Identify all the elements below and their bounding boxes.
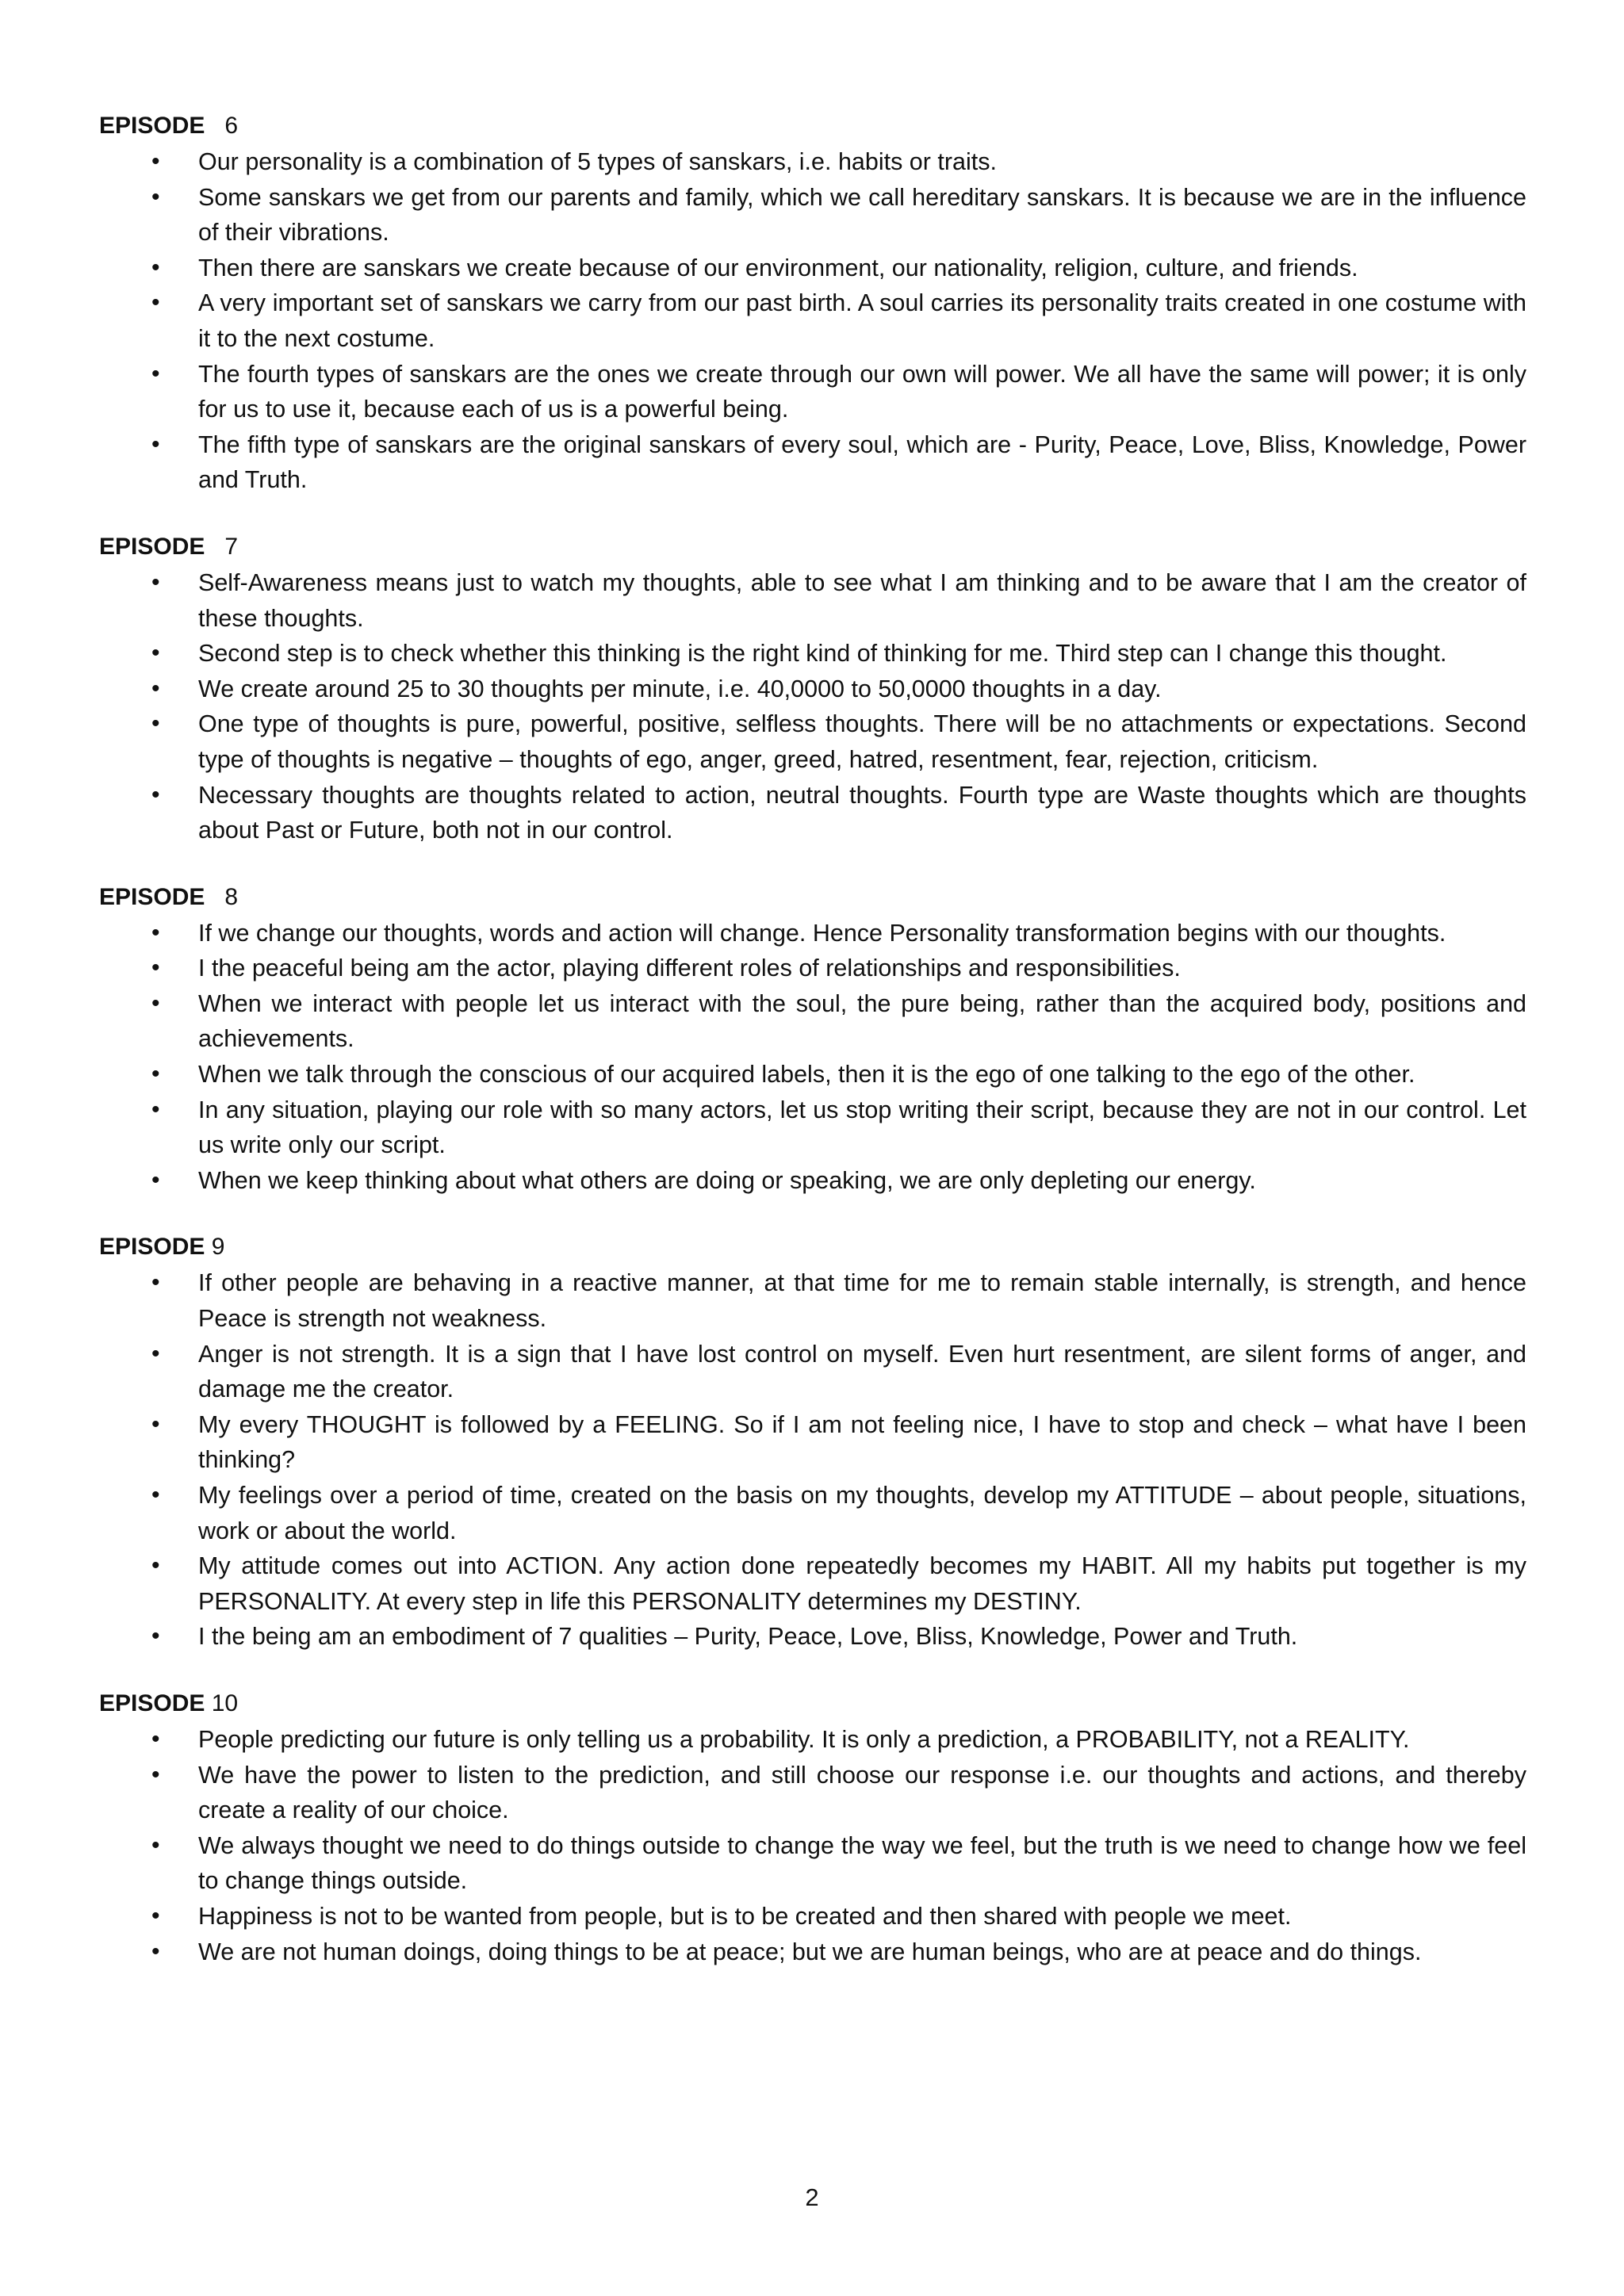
list-item-text: Anger is not strength. It is a sign that I have lost control on myself. Even hurt resentment, are silent forms of anger, and damage me the creator. — [198, 1340, 1526, 1403]
episode-label: EPISODE — [99, 113, 205, 139]
list-item — [99, 144, 1526, 180]
list-item-text: The fourth types of sanskars are the ones we create through our own will power. We all have the same will power; it is only for us to use it, because each of us is a powerful being. — [198, 360, 1526, 423]
list-item-text: Second step is to check whether this thinking is the right kind of thinking for me. Third step can I change this thought. — [198, 640, 1447, 668]
document-content — [99, 108, 1526, 2000]
bullet-icon: • — [151, 955, 160, 982]
bullet-icon: • — [151, 568, 160, 595]
list-item-text: Happiness is not to be wanted from people, but is to be created and then shared with people we meet. — [198, 1902, 1292, 1930]
list-item — [99, 1548, 1526, 1619]
list-item-text: My attitude comes out into ACTION. Any action done repeatedly becomes my HABIT. All my habits put together is my PERSONALITY. At every step in life this PERSONALITY determines my DESTINY. — [198, 1552, 1526, 1615]
list-item-text: My feelings over a period of time, created on the basis on my thoughts, develop my ATTITUDE – about people, situations, work or about the world. — [198, 1482, 1526, 1544]
bullet-icon: • — [151, 1761, 160, 1788]
episode-label: EPISODE — [99, 883, 205, 910]
bullet-list — [99, 1722, 1526, 1969]
list-item — [99, 251, 1526, 286]
list-item-text: In any situation, playing our role with so many actors, let us stop writing their script, because they are not in our control. Let us write only our script. — [198, 1096, 1526, 1159]
list-item — [99, 1093, 1526, 1163]
bullet-icon: • — [151, 1831, 160, 1858]
episode-heading — [99, 1686, 1526, 1722]
list-item-text: When we talk through the conscious of our acquired labels, then it is the ego of one talking to the ego of the other. — [198, 1061, 1415, 1089]
list-item — [99, 1478, 1526, 1548]
list-item — [99, 1934, 1526, 1970]
episode-number: 6 — [224, 113, 239, 139]
episode-section — [99, 1686, 1526, 1969]
list-item-text: Some sanskars we get from our parents and family, which we call hereditary sanskars. It is because we are in the influence of their vibrations. — [198, 183, 1526, 247]
bullet-icon: • — [151, 1552, 160, 1579]
list-item-text: The fifth type of sanskars are the original sanskars of every soul, which are - Purity, Peace, Love, Bliss, Knowledge, Power and Truth. — [198, 430, 1526, 494]
list-item-text: We are not human doings, doing things to be at peace; but we are human beings, who are at peace and do things. — [198, 1938, 1422, 1965]
list-item — [99, 636, 1526, 672]
list-item-text: If other people are behaving in a reactive manner, at that time for me to remain stable internally, is strength, and hence Peace is strength not weakness. — [198, 1269, 1526, 1333]
bullet-icon: • — [151, 1482, 160, 1508]
episode-label: EPISODE — [99, 1234, 205, 1261]
bullet-icon: • — [151, 1938, 160, 1965]
list-item — [99, 1828, 1526, 1899]
list-item — [99, 1337, 1526, 1407]
list-item — [99, 986, 1526, 1057]
list-item — [99, 916, 1526, 951]
episode-heading — [99, 879, 1526, 916]
list-item — [99, 951, 1526, 986]
episode-number: 8 — [224, 883, 239, 910]
bullet-icon: • — [151, 640, 160, 667]
list-item-text: People predicting our future is only telling us a probability. It is only a prediction, a PROBABILITY, not a REALITY. — [198, 1725, 1410, 1753]
list-item — [99, 357, 1526, 427]
list-item — [99, 180, 1526, 251]
episode-section — [99, 879, 1526, 1199]
episode-number: 10 — [211, 1689, 239, 1716]
episode-number: 7 — [224, 533, 239, 560]
bullet-icon: • — [151, 675, 160, 702]
list-item — [99, 1407, 1526, 1478]
list-item — [99, 1163, 1526, 1199]
list-item — [99, 778, 1526, 848]
bullet-list — [99, 1265, 1526, 1655]
episode-heading — [99, 108, 1526, 144]
bullet-icon: • — [151, 1623, 160, 1650]
list-item-text: We have the power to listen to the prediction, and still choose our response i.e. our thoughts and actions, and thereby create a reality of our choice. — [198, 1761, 1526, 1824]
bullet-icon: • — [151, 1902, 160, 1929]
list-item-text: If we change our thoughts, words and action will change. Hence Personality transformation begins with our thoughts. — [198, 919, 1446, 947]
list-item — [99, 1265, 1526, 1336]
episode-section — [99, 529, 1526, 848]
episode-section — [99, 1229, 1526, 1655]
bullet-icon: • — [151, 919, 160, 946]
bullet-icon: • — [151, 1725, 160, 1752]
list-item-text: Self-Awareness means just to watch my thoughts, able to see what I am thinking and to be aware that I am the creator of these thoughts. — [198, 568, 1526, 632]
episode-section — [99, 108, 1526, 498]
bullet-icon: • — [151, 183, 160, 210]
bullet-icon: • — [151, 989, 160, 1016]
bullet-icon: • — [151, 430, 160, 457]
list-item-text: I the peaceful being am the actor, playing different roles of relationships and responsibilities. — [198, 955, 1181, 982]
bullet-icon: • — [151, 710, 160, 737]
episode-label: EPISODE — [99, 533, 205, 560]
episode-heading — [99, 1229, 1526, 1265]
bullet-list — [99, 916, 1526, 1199]
list-item-text: When we keep thinking about what others are doing or speaking, we are only depleting our energy. — [198, 1166, 1256, 1194]
bullet-icon: • — [151, 360, 160, 387]
list-item-text: A very important set of sanskars we carry from our past birth. A soul carries its personality traits created in one costume with it to the next costume. — [198, 289, 1526, 352]
list-item-text: One type of thoughts is pure, powerful, positive, selfless thoughts. There will be no attachments or expectations. Second type of thoughts is negative – thoughts of ego, anger, greed, hatred, resentment, fear, rejection, criticism. — [198, 710, 1526, 773]
bullet-icon: • — [151, 289, 160, 316]
list-item-text: Necessary thoughts are thoughts related to action, neutral thoughts. Fourth type are Waste thoughts which are thoughts about Past or Future, both not in our control. — [198, 781, 1526, 844]
bullet-icon: • — [151, 254, 160, 281]
list-item — [99, 427, 1526, 498]
bullet-list — [99, 565, 1526, 848]
list-item — [99, 1619, 1526, 1655]
list-item — [99, 1722, 1526, 1758]
list-item — [99, 672, 1526, 707]
bullet-icon: • — [151, 1096, 160, 1123]
list-item — [99, 706, 1526, 777]
list-item — [99, 1758, 1526, 1828]
bullet-icon: • — [151, 1410, 160, 1437]
page-number: 2 — [805, 2183, 819, 2211]
bullet-icon: • — [151, 1166, 160, 1193]
bullet-icon: • — [151, 148, 160, 174]
list-item-text: When we interact with people let us interact with the soul, the pure being, rather than the acquired body, positions and achievements. — [198, 989, 1526, 1053]
list-item-text: I the being am an embodiment of 7 qualities – Purity, Peace, Love, Bliss, Knowledge, Power and Truth. — [198, 1623, 1298, 1651]
list-item-text: We create around 25 to 30 thoughts per minute, i.e. 40,0000 to 50,0000 thoughts in a day. — [198, 675, 1162, 702]
bullet-icon: • — [151, 1340, 160, 1367]
list-item-text: My every THOUGHT is followed by a FEELING. So if I am not feeling nice, I have to stop and check – what have I been thinking? — [198, 1410, 1526, 1474]
list-item — [99, 565, 1526, 636]
episode-heading — [99, 529, 1526, 565]
bullet-list — [99, 144, 1526, 498]
list-item — [99, 1057, 1526, 1093]
episode-number: 9 — [211, 1234, 225, 1261]
list-item-text: Then there are sanskars we create because of our environment, our nationality, religion, culture, and friends. — [198, 254, 1358, 281]
episode-label: EPISODE — [99, 1689, 205, 1716]
list-item — [99, 285, 1526, 356]
list-item-text: Our personality is a combination of 5 types of sanskars, i.e. habits or traits. — [198, 148, 997, 175]
list-item — [99, 1899, 1526, 1934]
bullet-icon: • — [151, 781, 160, 808]
bullet-icon: • — [151, 1269, 160, 1296]
list-item-text: We always thought we need to do things outside to change the way we feel, but the truth is we need to change how we feel to change things outside. — [198, 1831, 1526, 1895]
bullet-icon: • — [151, 1061, 160, 1088]
